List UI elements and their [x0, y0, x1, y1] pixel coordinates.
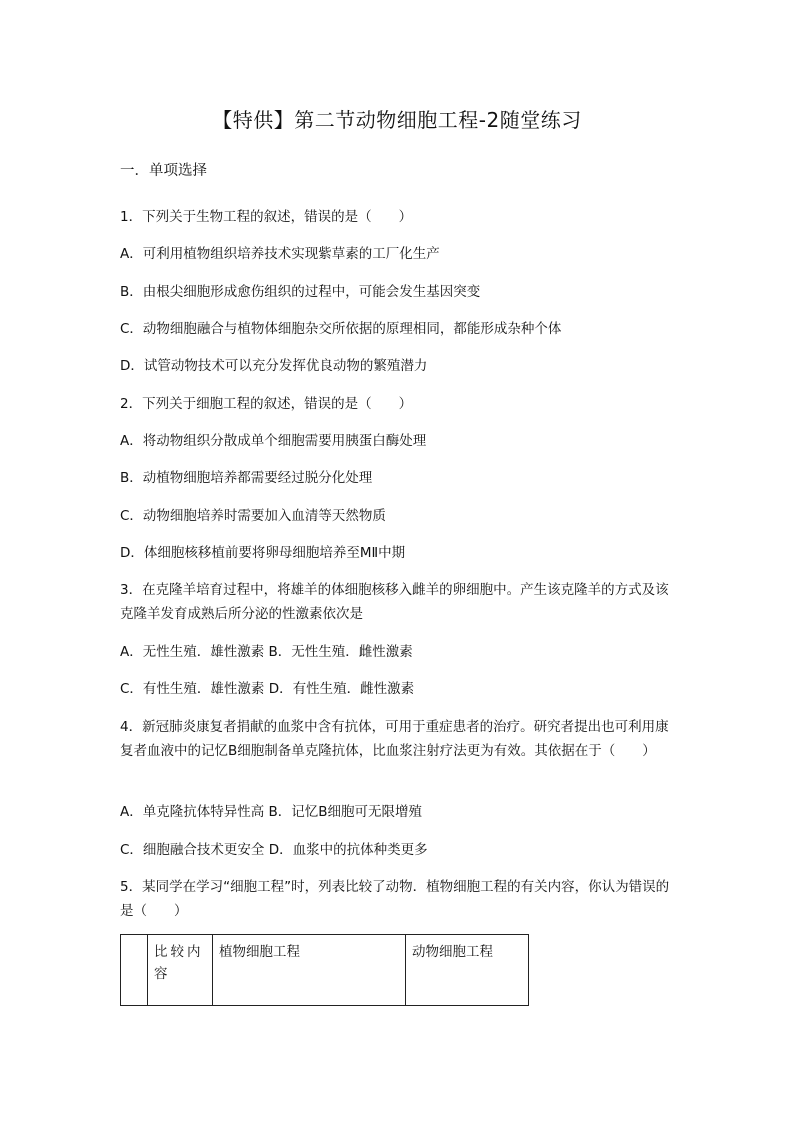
question-1-stem: 1．下列关于生物工程的叙述，错误的是（ ） [120, 209, 413, 225]
section-heading: 一．单项选择 [120, 163, 207, 179]
question-3-stem: 3．在克隆羊培育过程中，将雄羊的体细胞核移入雌羊的卵细胞中。产生该克隆羊的方式及该克隆羊发育成熟后所分泌的性激素依次是 [120, 582, 669, 622]
question-2-option-b: B．动植物细胞培养都需要经过脱分化处理 [120, 470, 373, 486]
question-1-option-d: D．试管动物技术可以充分发挥优良动物的繁殖潜力 [120, 358, 428, 374]
table-header-blank [121, 935, 148, 1006]
question-1-option-b: B．由根尖细胞形成愈伤组织的过程中，可能会发生基因突变 [120, 284, 481, 300]
table-header-animal: 动物细胞工程 [406, 935, 529, 1006]
question-4-options-ab: A．单克隆抗体特异性高 B．记忆B细胞可无限增殖 [120, 804, 423, 820]
table-header-plant: 植物细胞工程 [213, 935, 406, 1006]
question-3-options-ab: A．无性生殖．雄性激素 B．无性生殖．雌性激素 [120, 644, 413, 660]
table-header-compare: 比较内容 [148, 935, 213, 1006]
page-title: 【特供】第二节动物细胞工程-2随堂练习 [212, 108, 582, 132]
question-2-option-c: C．动物细胞培养时需要加入血清等天然物质 [120, 508, 386, 524]
question-2-stem: 2．下列关于细胞工程的叙述，错误的是（ ） [120, 396, 413, 412]
table-header-row [121, 935, 529, 1006]
question-1-option-a: A．可利用植物组织培养技术实现紫草素的工厂化生产 [120, 246, 440, 262]
question-2-option-d: D．体细胞核移植前要将卵母细胞培养至MⅡ中期 [120, 545, 406, 561]
question-4-options-cd: C．细胞融合技术更安全 D．血浆中的抗体种类更多 [120, 842, 428, 858]
question-4-stem: 4．新冠肺炎康复者捐献的血浆中含有抗体，可用于重症患者的治疗。研究者提出也可利用康复者血液中的记忆B细胞制备单克隆抗体，比血浆注射疗法更为有效。其依据在于（ ） [120, 719, 669, 759]
question-1-option-c: C．动物细胞融合与植物体细胞杂交所依据的原理相同，都能形成杂种个体 [120, 321, 562, 337]
question-5-stem: 5．某同学在学习“细胞工程”时，列表比较了动物．植物细胞工程的有关内容，你认为错误的是（ ） [120, 879, 670, 919]
comparison-table [120, 934, 529, 1006]
question-2-option-a: A．将动物组织分散成单个细胞需要用胰蛋白酶处理 [120, 433, 427, 449]
question-3-options-cd: C．有性生殖．雄性激素 D．有性生殖．雌性激素 [120, 681, 415, 697]
